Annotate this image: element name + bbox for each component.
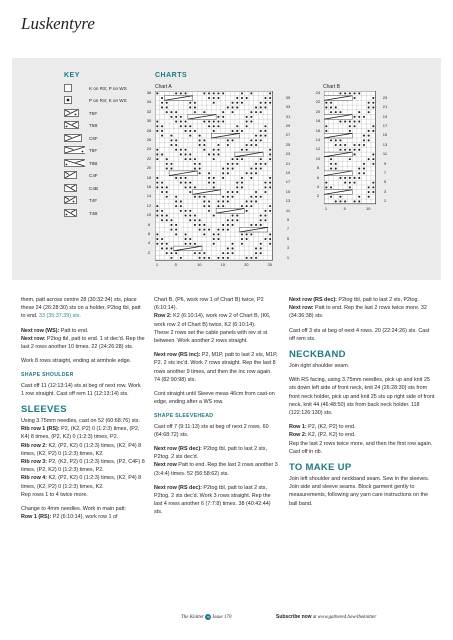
row-number: 6 [147,231,151,236]
dot-square-icon [64,96,85,105]
key-label: C4B [89,185,98,191]
key-label: P on RS; K on WS [89,98,127,103]
row-number: 33 [285,104,291,110]
row-number: 23 [382,94,388,100]
paragraph: Next row (WS): Patt to end. Next row: P2tog tbl, patt to end. 1 st dec'd. Rep the last 2 rows another 10 times. 22 (24:26:28) sts. [21,327,145,351]
row-number: 19 [382,113,388,119]
row-number: 22 [315,99,321,105]
row-number: 2 [316,193,320,199]
row-number: 1 [383,198,387,204]
key-label: T4B [89,210,98,216]
text-column-1 [21,296,145,527]
shape-shoulder-heading: SHAPE SHOULDER [21,372,74,379]
row-number: 32 [146,108,152,114]
row-number: 15 [382,132,388,138]
sleeves-heading: SLEEVES [21,404,67,416]
row-number: 27 [285,132,291,138]
row-number: 11 [382,151,388,157]
paragraph: Cast off 3 sts at beg of next 4 rows. 20 (22:24:26) sts. Cast off rem sts. [289,327,430,342]
row-number: 23 [285,151,291,157]
row-number: 19 [285,169,291,175]
key-label: T8B [89,160,98,166]
key-item [64,133,98,143]
row-number: 13 [285,198,291,204]
key-label: T8F [89,148,98,153]
column-number: 10 [197,262,202,267]
text-column-2 [154,296,278,523]
row-number: 29 [285,122,291,128]
paragraph: Next row (RS dec): P2tog tbl, patt to last 2 sts, P2tog. 2 sts dec'd. Work 3 rows straight. Rep the last 4 rows another 6 (7:7:8) times. 38 (40:42:44) sts. [154,484,271,516]
key-heading: KEY [64,72,80,79]
row-number: 3 [286,245,290,251]
row-number: 30 [146,118,152,124]
cable-t4f-icon [64,196,85,205]
row-number: 10 [146,212,152,218]
paragraph: Cont straight until Sleeve meas 46cm from cast-on edge, ending after a WS row. [154,391,275,406]
subscribe-connector: at [311,615,318,620]
row-number: 12 [315,146,321,152]
row-number: 24 [146,146,152,152]
paragraph: Chart B, (P6, work row 1 of Chart B) twice, P2 (6:10:14). Row 2: K2 (6:10:14), work row 2 of Chart B, (K6, work row 2 of Chart B) twice, K2 (6:10:14). These 2 rows set the cable panels with rev st st between. Work another 2 rows straight. [154,297,271,345]
key-label: T4F [89,198,98,203]
chart-a-grid [155,91,281,261]
row-number: 12 [146,202,152,208]
row-number: 24 [315,90,321,95]
row-number: 18 [146,174,152,180]
row-number: 9 [286,216,290,222]
row-number: 35 [285,94,291,100]
paragraph: Cast off 7 (9:11:13) sts at beg of next 2 rows. 60 (64:68:72) sts. [154,423,269,438]
charts-heading: CHARTS [155,72,188,79]
key-item [64,183,98,193]
row-number: 26 [146,137,152,142]
row-number: 10 [315,155,321,161]
key-item [64,196,97,206]
row-number: 21 [382,104,388,110]
row-number: 28 [146,127,152,133]
paragraph: Work 8 rows straight, ending at armhole edge. [21,358,132,365]
row-number: 1 [286,254,290,260]
column-number: 1 [155,262,159,267]
row-number: 13 [382,141,388,147]
row-number: 9 [383,160,387,166]
footer-magazine [181,614,231,620]
key-item [64,83,127,93]
row-number: 22 [146,155,152,161]
row-number: 8 [147,221,151,227]
footer-subscribe [276,614,376,620]
row-number: 4 [147,240,151,246]
paragraph: Row 1: P2, (K2, P2) to end. Row 2: K2, (P2, K2) to end. Rep the last 2 rows twice more, and then the first row again. Cast off in rib. [289,424,433,455]
paragraph: Change to 4mm needles. Work in main patt: Row 1 (RS): P2 (6:10:14), work row 1 of [21,506,127,521]
paragraph: Join right shoulder seam. [289,363,350,370]
row-number: 8 [316,165,320,171]
cable-t8b-icon [64,159,85,168]
key-item [64,146,97,156]
column-number: 20 [244,262,249,267]
issue-number: Issue 170 [212,615,232,621]
paragraph: Using 3.75mm needles, cast on 52 (60:68:76) sts. Rib row 1 (RS): P2, (K2, P2) 0 (1:2:3) times, (P2, K4) 8 times, (P2, K2) 0 (1:2:3) times, P2. Rib row 2: K2, (P2, K2) 0 (1:2:3) times, (K2, P4) 8 times, (K2, P2) 0 (1:2:3) times, K2. Rib row 3: P2, (K2, P2) 0 (1:2:3) times, (P2, C4F) 8 times, (P2, K2) 0 (1:2:3) times, P2. Rib row 4: K2, (P2, K2) 0 (1:2:3) times, (K2, P4) 8 times, (K2, P2) 0 (1:2:3) times, K2. Rep rows 1 to 4 twice more. [21,418,145,498]
key-item [64,121,97,131]
row-number: 31 [285,113,291,119]
row-number: 25 [285,141,291,147]
row-number: 21 [285,160,291,166]
row-number: 34 [146,99,152,105]
cable-t8f-icon [64,146,85,155]
row-number: 2 [147,249,151,255]
cable-t5f-icon [64,109,85,118]
paragraph: Next row (RS dec): P2tog tbl, patt to last 2 sts, P2tog. 2 sts dec'd. Next row Patt to end. Rep the last 2 rows another 3 (3:4:4) times. 52 (56:58:62) sts. [154,446,278,477]
paragraph: Next row (RS dec): P2tog tbl, patt to last 2 sts, P2tog. Next row: Patt to end. Rep the last 2 rows twice more. 32 (34:36:38) sts. [289,297,427,320]
row-number: 11 [285,207,291,213]
neckband-heading: NECKBAND [289,349,346,361]
magazine-name: The Knitter [181,615,204,621]
cable-c4b-icon [64,184,85,193]
row-number: 14 [315,137,321,142]
key-item [64,96,127,106]
empty-square-icon [64,84,85,93]
paragraph: Next row (RS inc): P2, M1P, patt to last 2 sts, M1P, P2. 2 sts inc'd. Work 7 rows straight. Rep the last 8 rows another 9 times, and then the inc row again. 74 (82:90:98) sts. [154,352,278,383]
cable-t4b-icon [64,209,85,218]
row-number: 20 [315,108,321,114]
column-number: 25 [267,262,273,267]
subscribe-lead: Subscribe now [276,614,312,620]
key-label: C6F [89,135,98,141]
column-number: 1 [324,206,328,211]
column-number: 10 [366,206,371,211]
chart-b-label: Chart B [323,84,340,90]
paragraph: Join left shoulder and neckband seam. Sew in the sleeves. Join side and sleeve seams. Block garment gently to measurements, following any yarn care instructions on the ball band. [289,476,430,507]
row-number: 16 [146,184,152,189]
key-item [64,158,97,168]
key-item [64,208,97,218]
key-item [64,171,98,181]
pattern-title: Luskentyre [21,14,95,33]
page-number: 76 [206,615,210,619]
page-footer [0,612,453,624]
to-make-up-heading: TO MAKE UP [289,462,352,474]
column-number: 15 [220,262,226,267]
chart-a-label: Chart A [155,84,172,90]
paragraph: them, patt across centre 28 (30:32:34) sts, place these 24 (26:28:30) sts on a holder, P2tog tbl, patt to end. 33 (35:37:39) sts. [21,297,141,320]
row-number: 17 [382,122,388,128]
row-number: 16 [315,127,321,133]
cable-c4f-icon [64,171,85,180]
row-number: 7 [286,226,290,232]
row-number: 4 [316,184,320,189]
row-number: 3 [383,188,387,194]
paragraph: Cast off 11 (12:13:14) sts at beg of next row. Work 1 row straight. Cast off rem 11 (12:13:14) sts. [21,382,141,397]
shape-sleevehead-heading: SHAPE SLEEVEHEAD [154,413,214,420]
subscribe-link[interactable]: www.gathered.how/theknitter [317,615,377,620]
column-number: 5 [174,262,177,267]
cable-t5b-icon [64,121,85,130]
key-label: C4F [89,173,98,178]
key-label: T5F [89,110,98,116]
chart-b-grid [324,91,378,205]
row-number: 17 [285,179,291,185]
row-number: 6 [316,174,320,180]
row-number: 14 [146,193,152,199]
row-number: 5 [383,179,387,185]
cable-c6f-icon [64,134,85,143]
row-number: 36 [146,90,152,95]
row-number: 7 [383,169,387,175]
row-number: 5 [286,235,290,241]
row-number: 18 [315,118,321,124]
text-column-3 [289,296,435,514]
key-item [64,108,97,118]
key-label: K on RS; P on WS [89,85,127,91]
key-label: T5B [89,123,98,128]
paragraph: With RS facing, using 3.75mm needles, pick up and knit 25 sts down left side of front neck, knit 24 (26:28:30) sts from front neck holder, pick up and knit 25 sts up right side of front neck, knit 44 (46:48:50) sts from back neck holder. 118 (122:126:130) sts. [289,377,435,417]
row-number: 15 [285,188,291,194]
column-number: 5 [343,206,346,211]
row-number: 20 [146,165,152,171]
